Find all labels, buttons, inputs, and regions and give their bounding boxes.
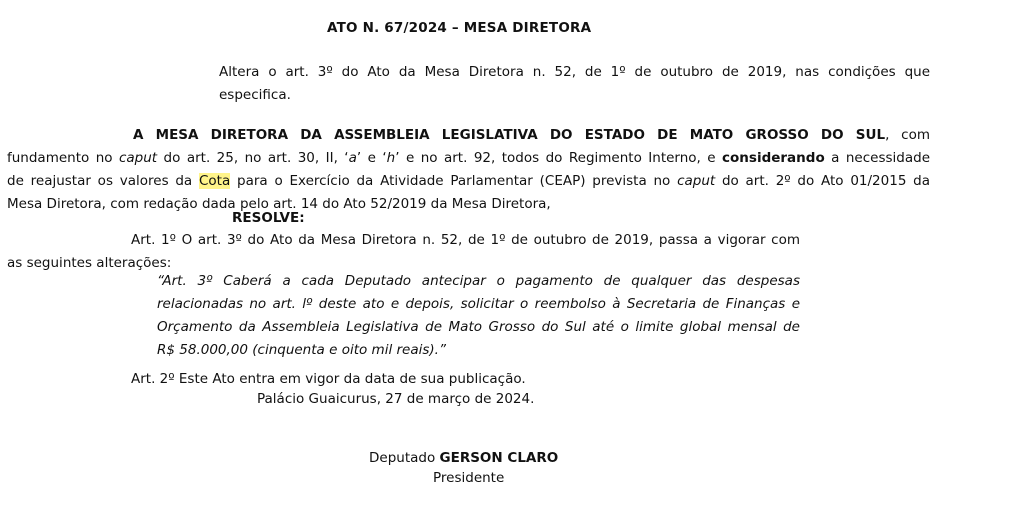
quote-line-2: relacionadas no art. lº deste ato e depois, solicitar o reembolso à Secretaria de Finanças e [157,296,800,312]
caput-term: caput [118,150,158,166]
preamble-text: de reajustar os valores da [7,173,199,189]
ementa-line-1: Altera o art. 3º do Ato da Mesa Diretora n. 52, de 1º de outubro de 2019, nas condições que [219,64,930,80]
considerando-term: considerando [722,150,825,166]
preamble-text: do art. 25, no art. 30, II, ‘ [157,150,349,166]
quote-line-3: Orçamento da Assembleia Legislativa de Mato Grosso do Sul até o limite global mensal de [157,319,800,335]
letter-h: h [386,150,396,166]
article-2: Art. 2º Este Ato entra em vigor da data de sua publicação. [131,371,526,387]
preamble-text: do art. 2º do Ato 01/2015 da [715,173,931,189]
preamble-line-1 [7,124,930,147]
article-1 [7,229,800,275]
signature-line [369,448,558,468]
preamble-text: , com [885,127,930,143]
preamble-line-2 [7,147,930,170]
quoted-article [157,270,800,362]
ementa [219,61,930,107]
resolve-heading: RESOLVE: [232,210,305,226]
preamble-text: a necessidade [824,150,931,166]
preamble-line-4: Mesa Diretora, com redação dada pelo art. 14 do Ato 52/2019 da Mesa Diretora, [7,196,551,212]
preamble [7,124,930,216]
article-1-line-2: as seguintes alterações: [7,255,172,271]
signatory-role: Presidente [433,470,505,486]
highlighted-cota: Cota [198,173,231,189]
quote-line-1: “Art. 3º Caberá a cada Deputado antecipar o pagamento de qualquer das despesas [157,273,800,289]
preamble-text: fundamento no [7,150,119,166]
preamble-line-3 [7,170,930,193]
preamble-text: para o Exercício da Atividade Parlamentar (CEAP) prevista no [230,173,678,189]
authority-name: A MESA DIRETORA DA ASSEMBLEIA LEGISLATIVA DO ESTADO DE MATO GROSSO DO SUL [133,127,886,143]
article-1-line-1: Art. 1º O art. 3º do Ato da Mesa Diretora n. 52, de 1º de outubro de 2019, passa a vigorar com [131,232,800,248]
preamble-text: ’ e ‘ [356,150,387,166]
letter-a: a [348,150,357,166]
signature-prefix: Deputado [369,450,440,466]
quote-line-4: R$ 58.000,00 (cinquenta e oito mil reais).” [157,342,446,358]
document-title: ATO N. 67/2024 – MESA DIRETORA [327,20,592,36]
place-date: Palácio Guaicurus, 27 de março de 2024. [257,391,535,407]
signatory-name: GERSON CLARO [439,450,559,466]
preamble-text: ’ e no art. 92, todos do Regimento Interno, e [395,150,723,166]
caput-term: caput [677,173,716,189]
ementa-line-2: especifica. [219,87,291,103]
